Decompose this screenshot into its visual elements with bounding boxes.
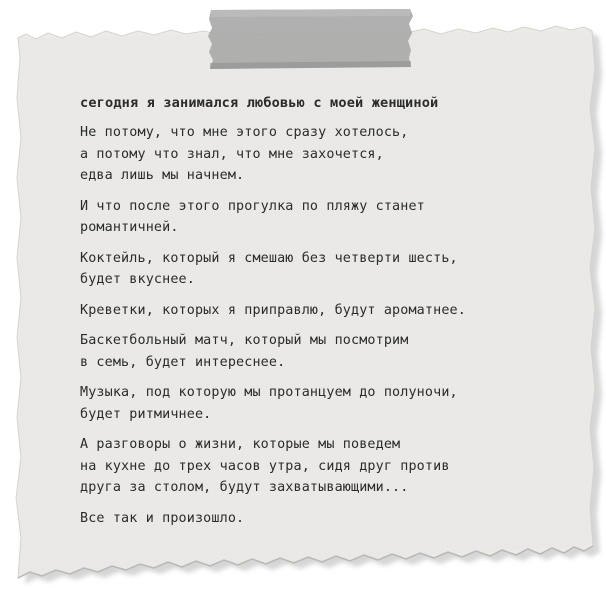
paragraph-6 bbox=[80, 382, 570, 425]
paragraph-5 bbox=[80, 330, 570, 373]
paragraph-2 bbox=[80, 196, 570, 239]
text-line: будет вкуснее. bbox=[80, 272, 195, 287]
text-line: на кухне до трех часов утра, сидя друг против bbox=[80, 458, 450, 474]
paragraph-7 bbox=[80, 434, 570, 499]
text-line: будет ритмичнее. bbox=[80, 406, 212, 422]
text-line: Все так и произошло. bbox=[80, 510, 245, 526]
tape-strip bbox=[208, 9, 413, 69]
text-line: Коктейль, который я смешаю без четверти шесть, bbox=[80, 250, 458, 266]
paragraph-1 bbox=[80, 122, 570, 187]
text-line: Музыка, под которую мы протанцуем до полуночи, bbox=[80, 385, 458, 400]
text-line: Баскетбольный матч, который мы посмотрим bbox=[80, 333, 409, 348]
text-line: в семь, будет интереснее. bbox=[80, 354, 286, 370]
text-line: А разговоры о жизни, которые мы поведем bbox=[80, 437, 401, 452]
paragraph-8 bbox=[80, 508, 570, 530]
note-text bbox=[80, 92, 570, 538]
paragraph-4 bbox=[80, 300, 570, 322]
paragraph-3 bbox=[80, 248, 570, 291]
text-line: а потому что знал, что мне захочется, bbox=[80, 146, 384, 162]
text-line: Не потому, что мне этого сразу хотелось, bbox=[80, 125, 409, 140]
text-line: И что после этого прогулка по пляжу станет bbox=[80, 198, 425, 214]
text-line: Креветки, которых я приправлю, будут ароматнее. bbox=[80, 302, 466, 318]
note-title: сегодня я занимался любовью с моей женщиной bbox=[80, 95, 439, 111]
text-line: друга за столом, будут захватывающими... bbox=[80, 480, 409, 495]
text-line: романтичней. bbox=[80, 220, 179, 235]
text-line: едва лишь мы начнем. bbox=[80, 168, 245, 183]
